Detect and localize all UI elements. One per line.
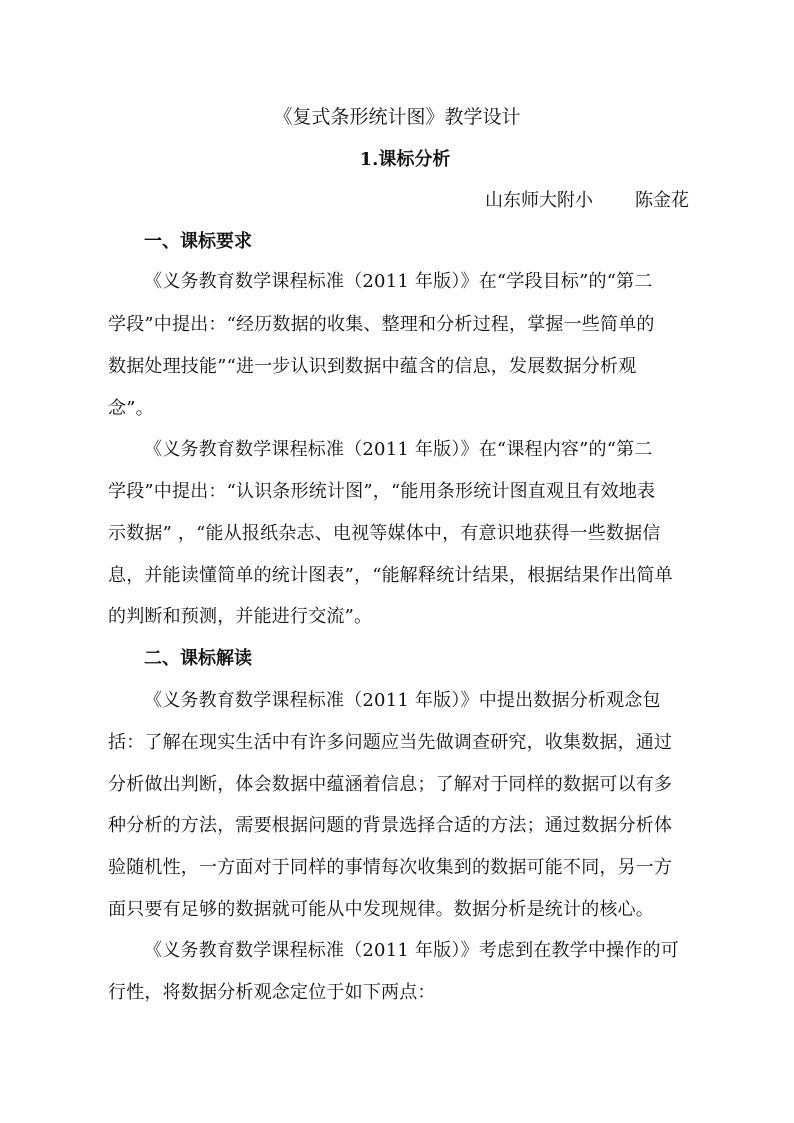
paragraph-line: 学段”中提出：“认识条形统计图”，“能用条形统计图直观且有效地表 [108,481,656,502]
author-line [485,189,689,213]
document-subtitle: 1.课标分析 [359,149,451,170]
paragraph-line: 分析做出判断，体会数据中蕴涵着信息；了解对于同样的数据可以有多 [108,774,673,795]
paragraph-line: 学段”中提出：“经历数据的收集、整理和分析过程，掌握一些简单的 [108,314,655,335]
paragraph-line: 《义务教育数学课程标准（2011 年版）》考虑到在教学中操作的可 [144,940,679,961]
paragraph-line: 的判断和预测，并能进行交流”。 [108,606,373,627]
paragraph-line: 念”。 [108,398,154,419]
section-heading-requirements: 一、课标要求 [144,231,252,252]
paragraph-line: 括：了解在现实生活中有许多问题应当先做调查研究，收集数据，通过 [108,732,673,753]
paragraph-line: 示数据” ，“能从报纸杂志、电视等媒体中，有意识地获得一些数据信 [108,523,661,544]
paragraph-line: 面只要有足够的数据就可能从中发现规律。数据分析是统计的核心。 [108,899,654,920]
paragraph-line: 《义务教育数学课程标准（2011 年版）》在“学段目标”的“第二 [144,271,653,292]
section-heading-interpretation: 二、课标解读 [144,648,252,669]
paragraph-line: 《义务教育数学课程标准（2011 年版）》在“课程内容”的“第二 [144,439,653,460]
paragraph-line: 《义务教育数学课程标准（2011 年版）》中提出数据分析观念包 [144,690,661,711]
author-name: 陈金花 [635,190,689,211]
paragraph-line: 验随机性，一方面对于同样的事情每次收集到的数据可能不同，另一方 [108,857,673,878]
paragraph-line: 息，并能读懂简单的统计图表”，“能解释统计结果，根据结果作出简单 [108,565,673,586]
paragraph-line: 种分析的方法，需要根据问题的背景选择合适的方法；通过数据分析体 [108,815,673,836]
paragraph-line: 行性，将数据分析观念定位于如下两点： [108,982,436,1003]
document-title: 《复式条形统计图》教学设计 [273,106,521,128]
author-school: 山东师大附小 [485,190,593,211]
paragraph-line: 数据处理技能”“进一步认识到数据中蕴含的信息，发展数据分析观 [108,356,637,377]
